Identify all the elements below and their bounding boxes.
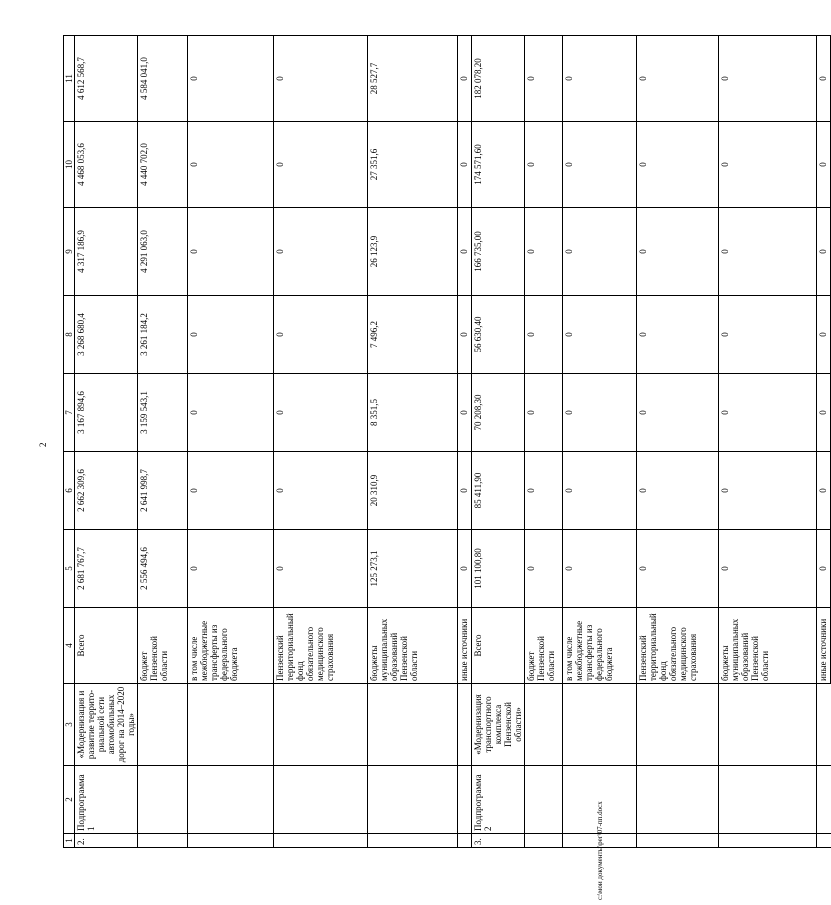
value-cell: 70 208,30 xyxy=(472,374,525,452)
empty-cell xyxy=(138,766,188,834)
empty-cell xyxy=(563,684,637,766)
table-row xyxy=(75,36,138,848)
value-cell: 4 612 568,7 xyxy=(75,36,138,122)
file-path-footer: c:\мои документы\рег\07-пп.docx xyxy=(596,801,604,900)
empty-cell xyxy=(817,834,831,848)
value-cell: 0 xyxy=(817,296,831,374)
value-cell: 125 273,1 xyxy=(368,530,458,608)
value-cell: 0 xyxy=(719,374,817,452)
value-cell: 0 xyxy=(525,452,563,530)
empty-cell xyxy=(188,834,274,848)
value-cell: 0 xyxy=(719,208,817,296)
value-cell: 0 xyxy=(637,208,719,296)
value-cell: 0 xyxy=(274,296,368,374)
empty-cell xyxy=(274,766,368,834)
header-cell: 1 xyxy=(64,834,75,848)
value-cell: 0 xyxy=(563,530,637,608)
table-row xyxy=(472,36,525,848)
header-cell: 4 xyxy=(64,608,75,684)
value-cell: 0 xyxy=(563,374,637,452)
value-cell: 0 xyxy=(719,530,817,608)
value-cell: 0 xyxy=(817,452,831,530)
value-cell: 8 351,5 xyxy=(368,374,458,452)
empty-cell xyxy=(637,684,719,766)
value-cell: 166 735,00 xyxy=(472,208,525,296)
value-cell: 0 xyxy=(274,208,368,296)
value-cell: 0 xyxy=(458,296,472,374)
row-number-cell: 3. xyxy=(472,834,525,848)
value-cell: 56 630,40 xyxy=(472,296,525,374)
value-cell: 0 xyxy=(563,208,637,296)
value-cell: 0 xyxy=(719,122,817,208)
table-row xyxy=(563,36,637,848)
funding-source-cell: Всего xyxy=(75,608,138,684)
value-cell: 0 xyxy=(458,452,472,530)
table-row xyxy=(138,36,188,848)
header-cell: 8 xyxy=(64,296,75,374)
header-cell: 9 xyxy=(64,208,75,296)
table-row xyxy=(368,36,458,848)
value-cell: 0 xyxy=(719,296,817,374)
funding-source-cell: в том числе межбюджетные трансферты из федерального бюджета xyxy=(563,608,637,684)
table-row xyxy=(188,36,274,848)
value-cell: 0 xyxy=(525,530,563,608)
value-cell: 0 xyxy=(188,530,274,608)
value-cell: 0 xyxy=(525,122,563,208)
value-cell: 20 310,9 xyxy=(368,452,458,530)
table-body xyxy=(64,36,831,848)
value-cell: 0 xyxy=(525,296,563,374)
empty-cell xyxy=(274,834,368,848)
header-cell: 6 xyxy=(64,452,75,530)
value-cell: 27 351,6 xyxy=(368,122,458,208)
table-row xyxy=(458,36,472,848)
funding-source-cell: Пензенский территориальный фонд обязательного медицинского страхования xyxy=(274,608,368,684)
empty-cell xyxy=(817,684,831,766)
value-cell: 0 xyxy=(563,452,637,530)
value-cell: 0 xyxy=(719,452,817,530)
empty-cell xyxy=(817,766,831,834)
value-cell: 0 xyxy=(458,374,472,452)
empty-cell xyxy=(719,834,817,848)
row-number-cell: 2. xyxy=(75,834,138,848)
value-cell: 0 xyxy=(817,530,831,608)
budget-table xyxy=(63,35,831,848)
value-cell: 28 527,7 xyxy=(368,36,458,122)
funding-source-cell: в том числе межбюджетные трансферты из федерального бюджета xyxy=(188,608,274,684)
empty-cell xyxy=(719,684,817,766)
empty-cell xyxy=(368,684,458,766)
value-cell: 4 317 186,9 xyxy=(75,208,138,296)
value-cell: 0 xyxy=(188,452,274,530)
value-cell: 0 xyxy=(637,374,719,452)
program-title-cell: «Модернизация и развитие террито-риальной сети автомобильных дорог на 2014–2020 годы» xyxy=(75,684,138,766)
table-row xyxy=(719,36,817,848)
value-cell: 0 xyxy=(637,122,719,208)
funding-source-cell: Пензенский территориальный фонд обязательного медицинского страхования xyxy=(637,608,719,684)
header-cell: 3 xyxy=(64,684,75,766)
value-cell: 0 xyxy=(817,374,831,452)
value-cell: 0 xyxy=(563,122,637,208)
rotated-table-area xyxy=(63,36,828,848)
empty-cell xyxy=(525,684,563,766)
funding-source-cell: иные источники xyxy=(817,608,831,684)
value-cell: 4 468 053,6 xyxy=(75,122,138,208)
table-row xyxy=(525,36,563,848)
value-cell: 0 xyxy=(563,36,637,122)
program-name-cell: Подпрограмма 1 xyxy=(75,766,138,834)
empty-cell xyxy=(458,684,472,766)
value-cell: 0 xyxy=(525,208,563,296)
value-cell: 2 681 767,7 xyxy=(75,530,138,608)
empty-cell xyxy=(719,766,817,834)
empty-cell xyxy=(525,834,563,848)
value-cell: 85 411,90 xyxy=(472,452,525,530)
value-cell: 0 xyxy=(274,374,368,452)
value-cell: 0 xyxy=(274,530,368,608)
funding-source-cell: бюджеты муниципальных образований Пензенской области xyxy=(719,608,817,684)
value-cell: 101 100,80 xyxy=(472,530,525,608)
value-cell: 4 440 702,0 xyxy=(138,122,188,208)
value-cell: 0 xyxy=(817,122,831,208)
header-cell: 10 xyxy=(64,122,75,208)
value-cell: 0 xyxy=(817,208,831,296)
empty-cell xyxy=(637,834,719,848)
value-cell: 0 xyxy=(458,208,472,296)
value-cell: 0 xyxy=(525,36,563,122)
value-cell: 0 xyxy=(274,122,368,208)
value-cell: 0 xyxy=(637,530,719,608)
value-cell: 174 571,60 xyxy=(472,122,525,208)
value-cell: 7 496,2 xyxy=(368,296,458,374)
empty-cell xyxy=(525,766,563,834)
funding-source-cell: иные источники xyxy=(458,608,472,684)
value-cell: 0 xyxy=(719,36,817,122)
value-cell: 0 xyxy=(274,452,368,530)
value-cell: 0 xyxy=(637,296,719,374)
value-cell: 0 xyxy=(637,452,719,530)
value-cell: 3 167 894,6 xyxy=(75,374,138,452)
value-cell: 4 291 063,0 xyxy=(138,208,188,296)
funding-source-cell: Всего xyxy=(472,608,525,684)
empty-cell xyxy=(637,766,719,834)
empty-cell xyxy=(138,834,188,848)
value-cell: 2 556 494,6 xyxy=(138,530,188,608)
value-cell: 3 159 543,1 xyxy=(138,374,188,452)
value-cell: 0 xyxy=(274,36,368,122)
funding-source-cell: бюджет Пензенской области xyxy=(525,608,563,684)
header-cell: 2 xyxy=(64,766,75,834)
value-cell: 0 xyxy=(188,374,274,452)
header-cell: 11 xyxy=(64,36,75,122)
page-number: 2 xyxy=(38,442,48,447)
value-cell: 0 xyxy=(188,296,274,374)
value-cell: 0 xyxy=(458,122,472,208)
value-cell: 3 261 184,2 xyxy=(138,296,188,374)
empty-cell xyxy=(138,684,188,766)
value-cell: 0 xyxy=(188,122,274,208)
funding-source-cell: бюджет Пензенской области xyxy=(138,608,188,684)
value-cell: 26 123,9 xyxy=(368,208,458,296)
value-cell: 4 584 041,0 xyxy=(138,36,188,122)
empty-cell xyxy=(274,684,368,766)
header-cell: 7 xyxy=(64,374,75,452)
header-cell: 5 xyxy=(64,530,75,608)
value-cell: 0 xyxy=(563,296,637,374)
value-cell: 0 xyxy=(458,36,472,122)
value-cell: 0 xyxy=(188,36,274,122)
program-name-cell: Подпрограмма 2 xyxy=(472,766,525,834)
empty-cell xyxy=(458,834,472,848)
value-cell: 0 xyxy=(188,208,274,296)
table-row xyxy=(817,36,831,848)
empty-cell xyxy=(188,684,274,766)
value-cell: 182 078,20 xyxy=(472,36,525,122)
value-cell: 2 662 309,6 xyxy=(75,452,138,530)
funding-source-cell: бюджеты муниципальных образований Пензенской области xyxy=(368,608,458,684)
value-cell: 0 xyxy=(637,36,719,122)
empty-cell xyxy=(188,766,274,834)
column-number-row xyxy=(64,36,75,848)
value-cell: 3 268 680,4 xyxy=(75,296,138,374)
table-row xyxy=(274,36,368,848)
empty-cell xyxy=(458,766,472,834)
empty-cell xyxy=(368,834,458,848)
value-cell: 0 xyxy=(458,530,472,608)
value-cell: 2 641 998,7 xyxy=(138,452,188,530)
program-title-cell: «Модернизация транспортного комплекса Пензенской области» xyxy=(472,684,525,766)
value-cell: 0 xyxy=(525,374,563,452)
table-row xyxy=(637,36,719,848)
value-cell: 0 xyxy=(817,36,831,122)
empty-cell xyxy=(368,766,458,834)
